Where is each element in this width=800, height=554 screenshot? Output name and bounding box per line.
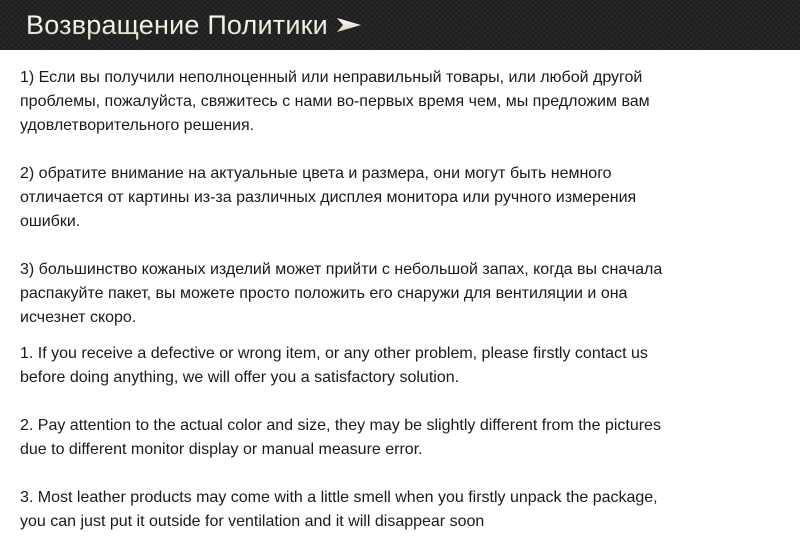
arrow-right-icon <box>336 16 362 34</box>
policy-en-item-2: 2. Pay attention to the actual color and size, they may be slightly different from the pictures due to different monitor display or manual measure error. <box>20 417 661 458</box>
policy-ru-item-3: 3) большинство кожаных изделий может прийти с небольшой запах, когда вы сначала распакуйте пакет, вы можете просто положить его снаружи для вентиляции и она исчезнет скоро. <box>20 261 663 326</box>
policy-en-item-3: 3. Most leather products may come with a little smell when you firstly unpack the package, you can just put it outside for ventilation and it will disappear soon <box>20 489 658 530</box>
policy-ru-item-1: 1) Если вы получили неполноценный или неправильный товары, или любой другой проблемы, пожалуйста, свяжитесь с нами во-первых время чем, мы предложим вам удовлетворительного решения. <box>20 69 650 134</box>
policy-content <box>20 66 790 534</box>
page-title: Возвращение Политики <box>26 9 328 40</box>
header-banner <box>0 0 800 50</box>
policy-ru-item-2: 2) обратите внимание на актуальные цвета и размера, они могут быть немного отличается от картины из-за различных дисплея монитора или ручного измерения ошибки. <box>20 165 637 230</box>
policy-en-item-1: 1. If you receive a defective or wrong item, or any other problem, please firstly contact us before doing anything, we will offer you a satisfactory solution. <box>20 345 648 386</box>
